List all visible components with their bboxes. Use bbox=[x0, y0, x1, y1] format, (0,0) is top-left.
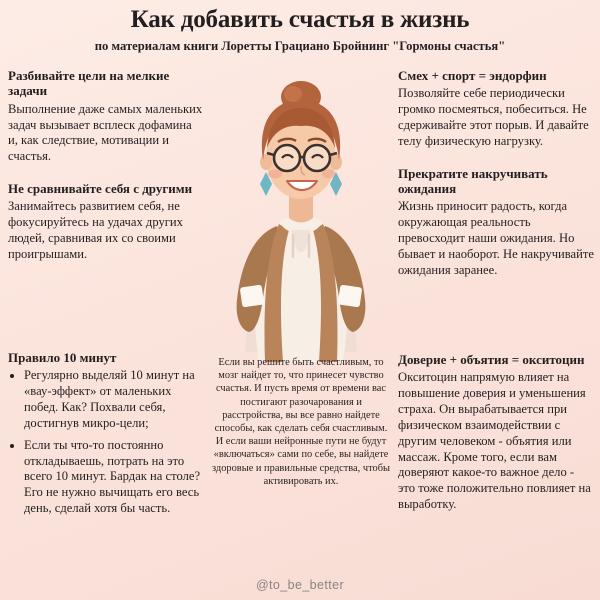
left-block-1-heading: Разбивайте цели на мелкие задачи bbox=[8, 68, 170, 99]
center-paragraph: Если вы решите быть счастливым, то мозг найдет то, что принесет чувство счастья. И пусть время от времени вас постигают разочарования и расстройства, вы все равно найдете способы, как сделать себя счастливым. И если ваши нейронные пути не будут «включаться» сами по себе, вы найдете здоровые и правильные средства, чтобы активировать их. bbox=[212, 357, 390, 487]
left-block-2-heading: Не сравнивайте себя с другими bbox=[8, 181, 193, 197]
poster-header bbox=[0, 0, 600, 53]
right-lower-block bbox=[398, 352, 594, 513]
right-block-1-heading: Смех + спорт = эндорфин bbox=[398, 68, 547, 83]
page-subtitle: по материалам книги Лоретты Грациано Бройнинг "Гормоны счастья" bbox=[94, 39, 506, 53]
left-lower-heading: Правило 10 минут bbox=[8, 350, 117, 365]
left-column bbox=[8, 68, 204, 279]
list-item: • Регулярно выделяй 10 минут на «вау-эффект» от маленьких побед. Как? Похвали себя, достигнув микро-цели; bbox=[24, 368, 204, 431]
left-block-2-body: Занимайтесь развитием себя, не фокусируйтесь на удачах других людей, сравнивая их со своими проигрышами. bbox=[8, 199, 183, 261]
right-block-2-heading: Прекратите накручивать ожидания bbox=[398, 165, 548, 197]
page-title: Как добавить счастья в жизнь bbox=[130, 6, 470, 33]
right-block-1 bbox=[398, 68, 594, 150]
right-lower-body: Окситоцин напрямую влияет на повышение доверия и уменьшения страха. Он вырабатывается при физическом взаимодействии с другим человеком - объятия или массаж. Кроме того, если вам доверяют какое-то важное дело - это тоже положительно повлияет на выработку. bbox=[398, 370, 591, 512]
list-item: • Если ты что-то постоянно откладываешь, потрать на это всего 10 минут. Бардак на столе? Его не нужно вычищать его весь день, сделай хотя бы часть. bbox=[24, 438, 204, 517]
right-lower-heading: Доверие + объятия = окситоцин bbox=[398, 352, 585, 367]
author-handle: @to_be_better bbox=[255, 578, 345, 592]
right-block-2 bbox=[398, 166, 594, 279]
woman-svg bbox=[205, 62, 397, 362]
left-lower-list bbox=[8, 368, 204, 517]
right-block-1-body: Позволяйте себе периодически громко посмеяться, побеситься. Не сдерживайте этот порыв. И давайте телу физическую нагрузку. bbox=[398, 86, 589, 148]
left-block-1 bbox=[8, 68, 204, 165]
left-lower-block bbox=[8, 350, 204, 523]
left-block-1-body: Выполнение даже самых маленьких задач вызывает всплеск дофамина и, как следствие, мотивации и счастья. bbox=[8, 101, 203, 164]
right-column bbox=[398, 68, 594, 295]
left-block-2 bbox=[8, 181, 204, 263]
right-block-2-body: Жизнь приносит радость, когда окружающая реальность превосходит наши ожидания. Но бывает и наоборот. Не накручивайте ожидания заранее. bbox=[398, 199, 594, 277]
illustration-woman bbox=[205, 62, 397, 362]
